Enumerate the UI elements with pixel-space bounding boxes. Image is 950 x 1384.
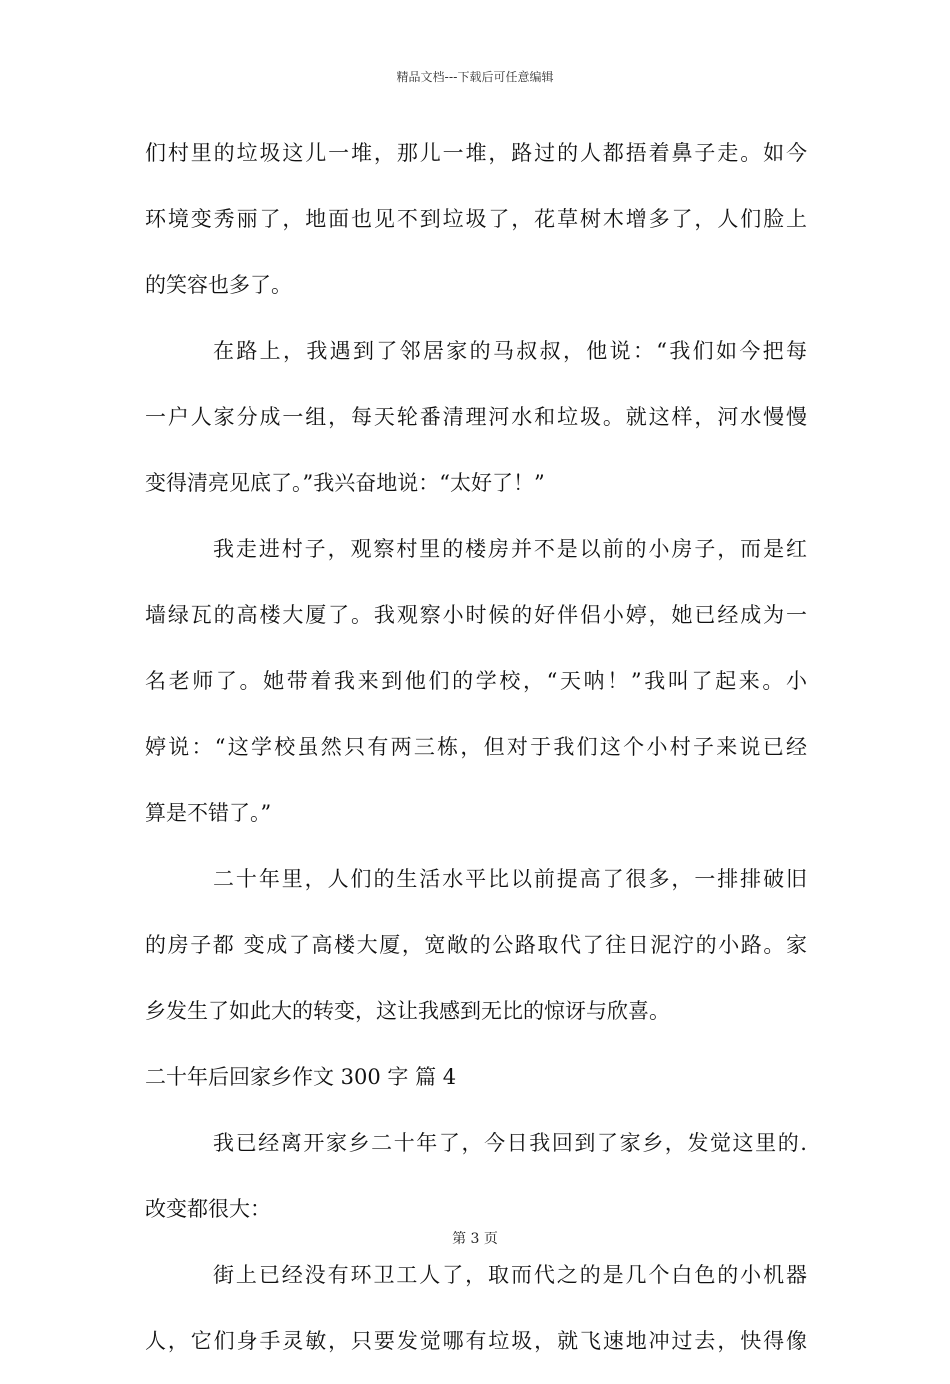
text-line: 算是不错了。” xyxy=(145,801,272,825)
paragraph-first-line: 我走进村子，观察村里的楼房并不是以前的小房子，而是红 xyxy=(213,537,807,561)
text-line: 的房子都 变成了高楼大厦，宽敞的公路取代了往日泥泞的小路。家 xyxy=(145,933,807,957)
text-line: 们村里的垃圾这儿一堆，那儿一堆，路过的人都捂着鼻子走。如今 xyxy=(145,141,807,165)
paragraph-first-line: 二十年里，人们的生活水平比以前提高了很多，一排排破旧 xyxy=(213,867,807,891)
text-line: 一户人家分成一组，每天轮番清理河水和垃圾。就这样，河水慢慢 xyxy=(145,405,807,429)
page-number: 第 3 页 xyxy=(452,1231,498,1247)
text-line: 人，它们身手灵敏，只要发觉哪有垃圾，就飞速地冲过去，快得像 xyxy=(145,1329,807,1353)
document-body xyxy=(145,130,807,1384)
text-line: 婷说：“这学校虽然只有两三栋，但对于我们这个小村子来说已经 xyxy=(145,735,807,759)
text-line: 墙绿瓦的高楼大厦了。我观察小时候的好伴侣小婷，她已经成为一 xyxy=(145,603,807,627)
text-line: 改变都很大： xyxy=(145,1197,271,1221)
text-line: 名老师了。她带着我来到他们的学校，“天呐！”我叫了起来。小 xyxy=(145,669,807,693)
section-heading: 二十年后回家乡作文 300 字 篇 4 xyxy=(145,1065,457,1089)
text-line: 变得清亮见底了。”我兴奋地说：“太好了！” xyxy=(145,471,545,495)
text-line: 环境变秀丽了，地面也见不到垃圾了，花草树木增多了，人们脸上 xyxy=(145,207,807,231)
page-header: 精品文档---下载后可任意编辑 xyxy=(396,70,554,84)
paragraph-first-line: 我已经离开家乡二十年了，今日我回到了家乡，发觉这里的. xyxy=(213,1131,807,1155)
paragraph-first-line: 街上已经没有环卫工人了，取而代之的是几个白色的小机器 xyxy=(213,1263,807,1287)
text-line: 乡发生了如此大的转变，这让我感到无比的惊讶与欣喜。 xyxy=(145,999,670,1023)
paragraph-first-line: 在路上，我遇到了邻居家的马叔叔，他说：“我们如今把每 xyxy=(213,339,807,363)
text-line: 的笑容也多了。 xyxy=(145,273,292,297)
